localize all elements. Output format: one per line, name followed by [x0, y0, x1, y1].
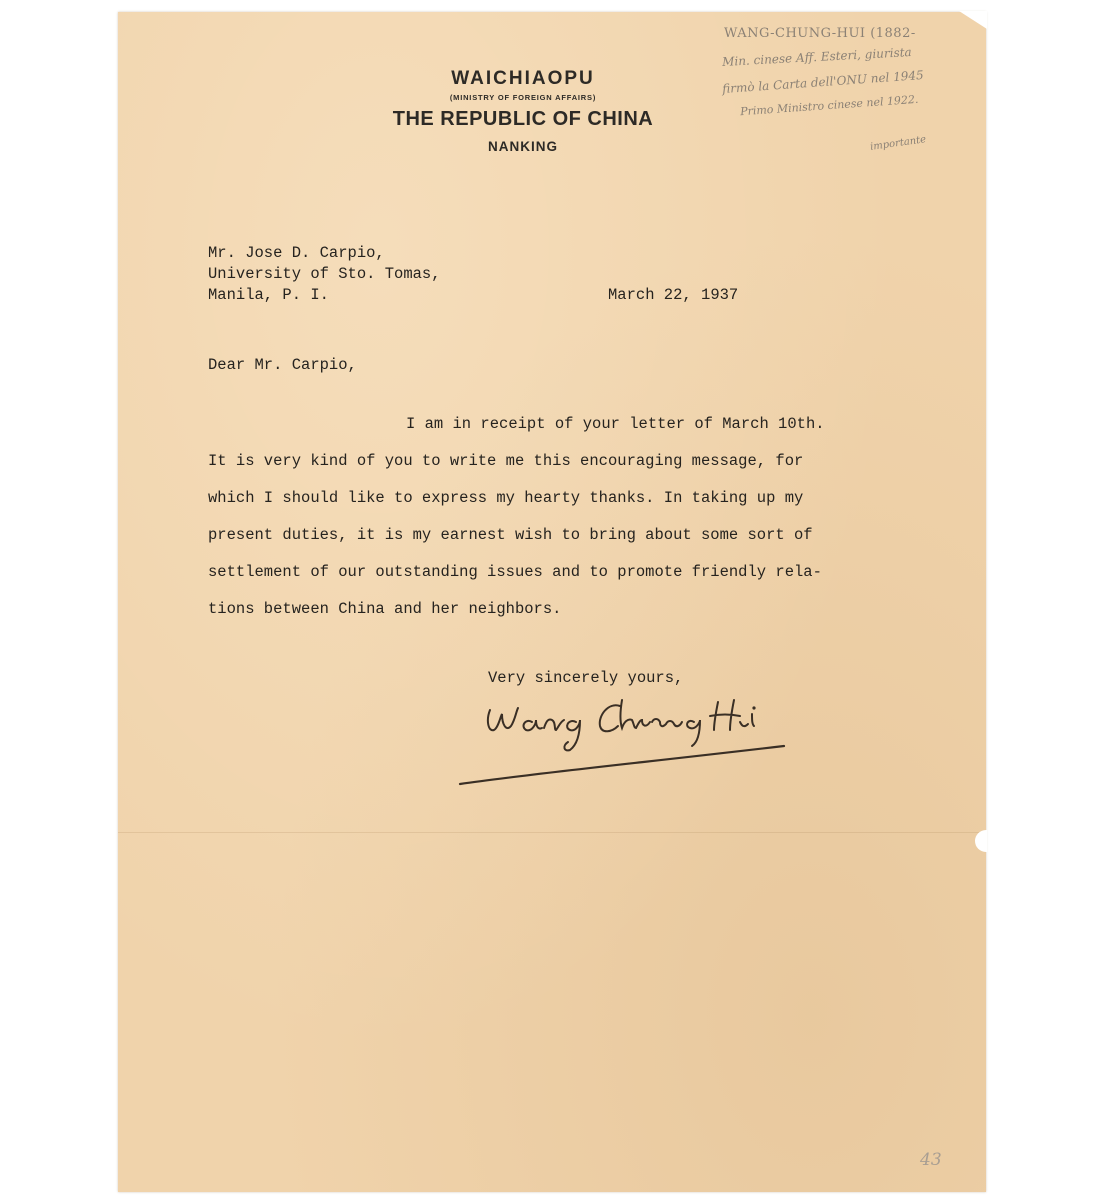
pencil-note-line: firmò la Carta dell'ONU nel 1945: [721, 67, 925, 97]
body-line: It is very kind of you to write me this encouraging message, for: [208, 452, 804, 470]
closing: Very sincerely yours,: [488, 669, 684, 687]
body-line: I am in receipt of your letter of March 10th.: [406, 415, 825, 433]
body-line: present duties, it is my earnest wish to bring about some sort of: [208, 526, 813, 544]
body-line: which I should like to express my hearty thanks. In taking up my: [208, 489, 804, 507]
pencil-note-line: Primo Ministro cinese nel 1922.: [739, 92, 919, 119]
letter-date: March 22, 1937: [608, 286, 739, 304]
recipient-name: Mr. Jose D. Carpio,: [208, 244, 385, 262]
letterhead-republic: THE REPUBLIC OF CHINA: [392, 108, 654, 130]
fold-line: [118, 832, 986, 833]
letterhead: [318, 68, 728, 154]
pencil-note-line: Min. cinese Aff. Esteri, giurista: [721, 45, 912, 69]
body-line: tions between China and her neighbors.: [208, 600, 562, 618]
letterhead-city: NANKING: [488, 139, 558, 154]
letter-page: [118, 12, 986, 1192]
salutation: Dear Mr. Carpio,: [208, 356, 357, 374]
signature: [448, 692, 808, 802]
pencil-annotations: [718, 20, 978, 170]
body-line: settlement of our outstanding issues and to promote friendly rela-: [208, 563, 822, 581]
recipient-location: Manila, P. I.: [208, 286, 329, 304]
pencil-note-importante: importante: [869, 134, 927, 153]
pencil-note-name: WANG-CHUNG-HUI (1882-: [724, 26, 916, 41]
letterhead-subtitle: (MINISTRY OF FOREIGN AFFAIRS): [449, 93, 597, 102]
corner-number: 43: [920, 1150, 942, 1170]
edge-tear: [975, 830, 987, 852]
recipient-institution: University of Sto. Tomas,: [208, 265, 441, 283]
letterhead-organization: WAICHIAOPU: [451, 68, 595, 89]
